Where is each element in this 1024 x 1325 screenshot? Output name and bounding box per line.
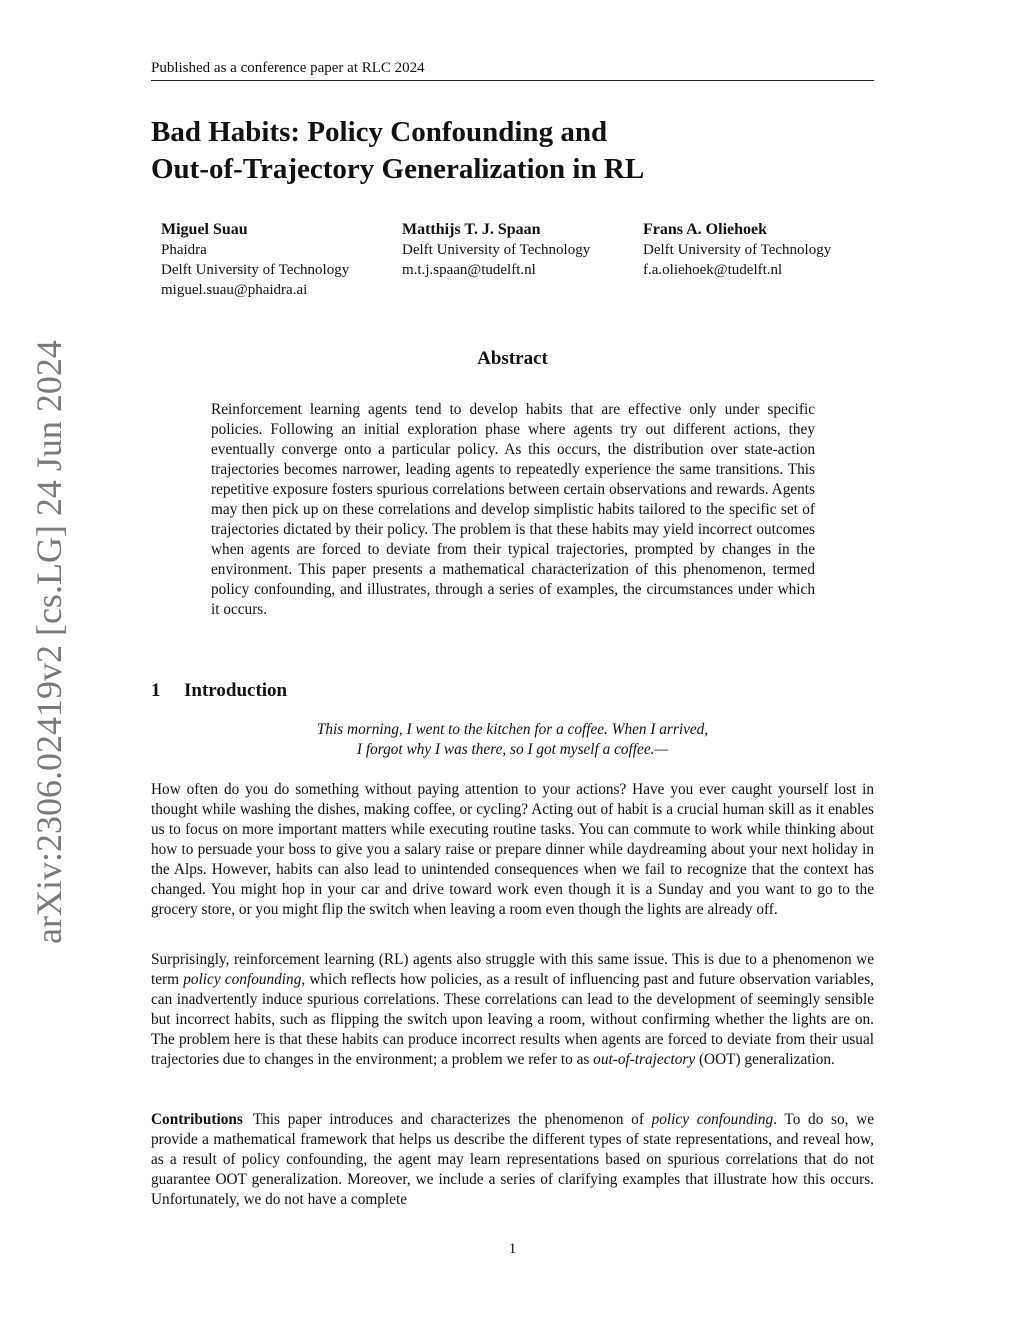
author-1 (161, 220, 349, 300)
section-heading-introduction (151, 680, 874, 702)
abstract-heading: Abstract (477, 348, 548, 369)
emphasis-term: out-of-trajectory (593, 1051, 696, 1068)
author-3 (643, 220, 831, 280)
arxiv-identifier: arXiv:2306.02419v2 [cs.LG] 24 Jun 2024 (29, 340, 69, 944)
author-affiliation: Delft University of Technology (402, 242, 591, 258)
text-run: . To do so, we provide a mathematical framework that helps us describe the different types of state representations, and reveal how, as a result of policy confounding, the agent may learn representations based on spurious correlations that do not guarantee OOT generalization. Moreover, we include a series of clarifying examples that illustrate how this occurs. Unfortunately, we do not have a complete (151, 1111, 875, 1208)
paper-title (151, 114, 874, 188)
section-number: 1 (151, 680, 161, 701)
author-email: f.a.oliehoek@tudelft.nl (643, 262, 783, 278)
running-header: Published as a conference paper at RLC 2024 (151, 60, 874, 81)
text-run: This paper introduces and characterizes the phenomenon of (252, 1111, 652, 1128)
emphasis-term: policy confounding (183, 971, 302, 988)
author-affiliation: Delft University of Technology (643, 242, 832, 258)
author-name: Miguel Suau (161, 221, 248, 238)
author-name: Frans A. Oliehoek (643, 221, 768, 238)
author-email: miguel.suau@phaidra.ai (161, 282, 308, 298)
epigraph-line-2: I forgot why I was there, so I got myself a coffee.— (356, 741, 669, 758)
paragraph-1: How often do you do something without paying attention to your actions? Have you ever caught yourself lost in thought while washing the dishes, making coffee, or cycling? Acting out of habit is a crucial human skill as it enables us to focus on more important matters while executing routine tasks. You can commute to work while thinking about how to persuade your boss to give you a salary raise or prepare dinner while daydreaming about your next holiday in the Alps. However, habits can also lead to unintended consequences when we fail to recognize that the context has changed. You might hop in your car and drive toward work even though it is a Sunday and you want to go to the grocery store, or you might flip the switch when leaving a room even though the lights are already off. (151, 781, 874, 918)
author-email: m.t.j.spaan@tudelft.nl (402, 262, 536, 278)
section-title: Introduction (184, 680, 288, 701)
author-affiliation: Phaidra (161, 242, 207, 258)
epigraph (151, 720, 874, 760)
text-run: Surprisingly, reinforcement learning (RL) agents also struggle with this same issue. This is due to a phenomenon we term (151, 951, 874, 988)
page-number: 1 (508, 1241, 517, 1257)
paper-title-line-1: Bad Habits: Policy Confounding and (151, 116, 608, 148)
text-run: (OOT) generalization. (695, 1051, 835, 1068)
abstract-text: Reinforcement learning agents tend to develop habits that are effective only under specific policies. Following an initial exploration phase where agents try out different actions, they eventually converge onto a particular policy. As this occurs, the distribution over state-action trajectories becomes narrower, leading agents to repeatedly experience the same transitions. This repetitive exposure fosters spurious correlations between certain observations and rewards. Agents may then pick up on these correlations and develop simplistic habits tailored to the specific set of trajectories dictated by their policy. The problem is that these habits may yield incorrect outcomes when agents are forced to deviate from their typical trajectories, prompted by changes in the environment. This paper presents a mathematical characterization of this phenomenon, termed policy confounding, and illustrates, through a series of examples, the circumstances under which it occurs. (211, 401, 815, 618)
epigraph-line-1: This morning, I went to the kitchen for a coffee. When I arrived, (316, 721, 709, 738)
author-affiliation: Delft University of Technology (161, 262, 350, 278)
paper-title-line-2: Out-of-Trajectory Generalization in RL (151, 153, 645, 185)
emphasis-term: policy confounding (651, 1111, 774, 1128)
author-name: Matthijs T. J. Spaan (402, 221, 541, 238)
paragraph-2 (151, 950, 874, 1070)
author-2 (402, 220, 590, 280)
paragraph-contributions (151, 1110, 874, 1210)
paragraph-heading: Contributions (151, 1111, 243, 1128)
text-run: , which reflects how policies, as a result of influencing past and future observation variables, can inadvertently induce spurious correlations. These correlations can lead to the development of seemingly sensible but incorrect habits, such as flipping the switch upon leaving a room, without confirming whether the lights are on. The problem here is that these habits can produce incorrect results when agents are forced to deviate from their usual trajectories due to changes in the environment; a problem we refer to as (151, 971, 874, 1068)
